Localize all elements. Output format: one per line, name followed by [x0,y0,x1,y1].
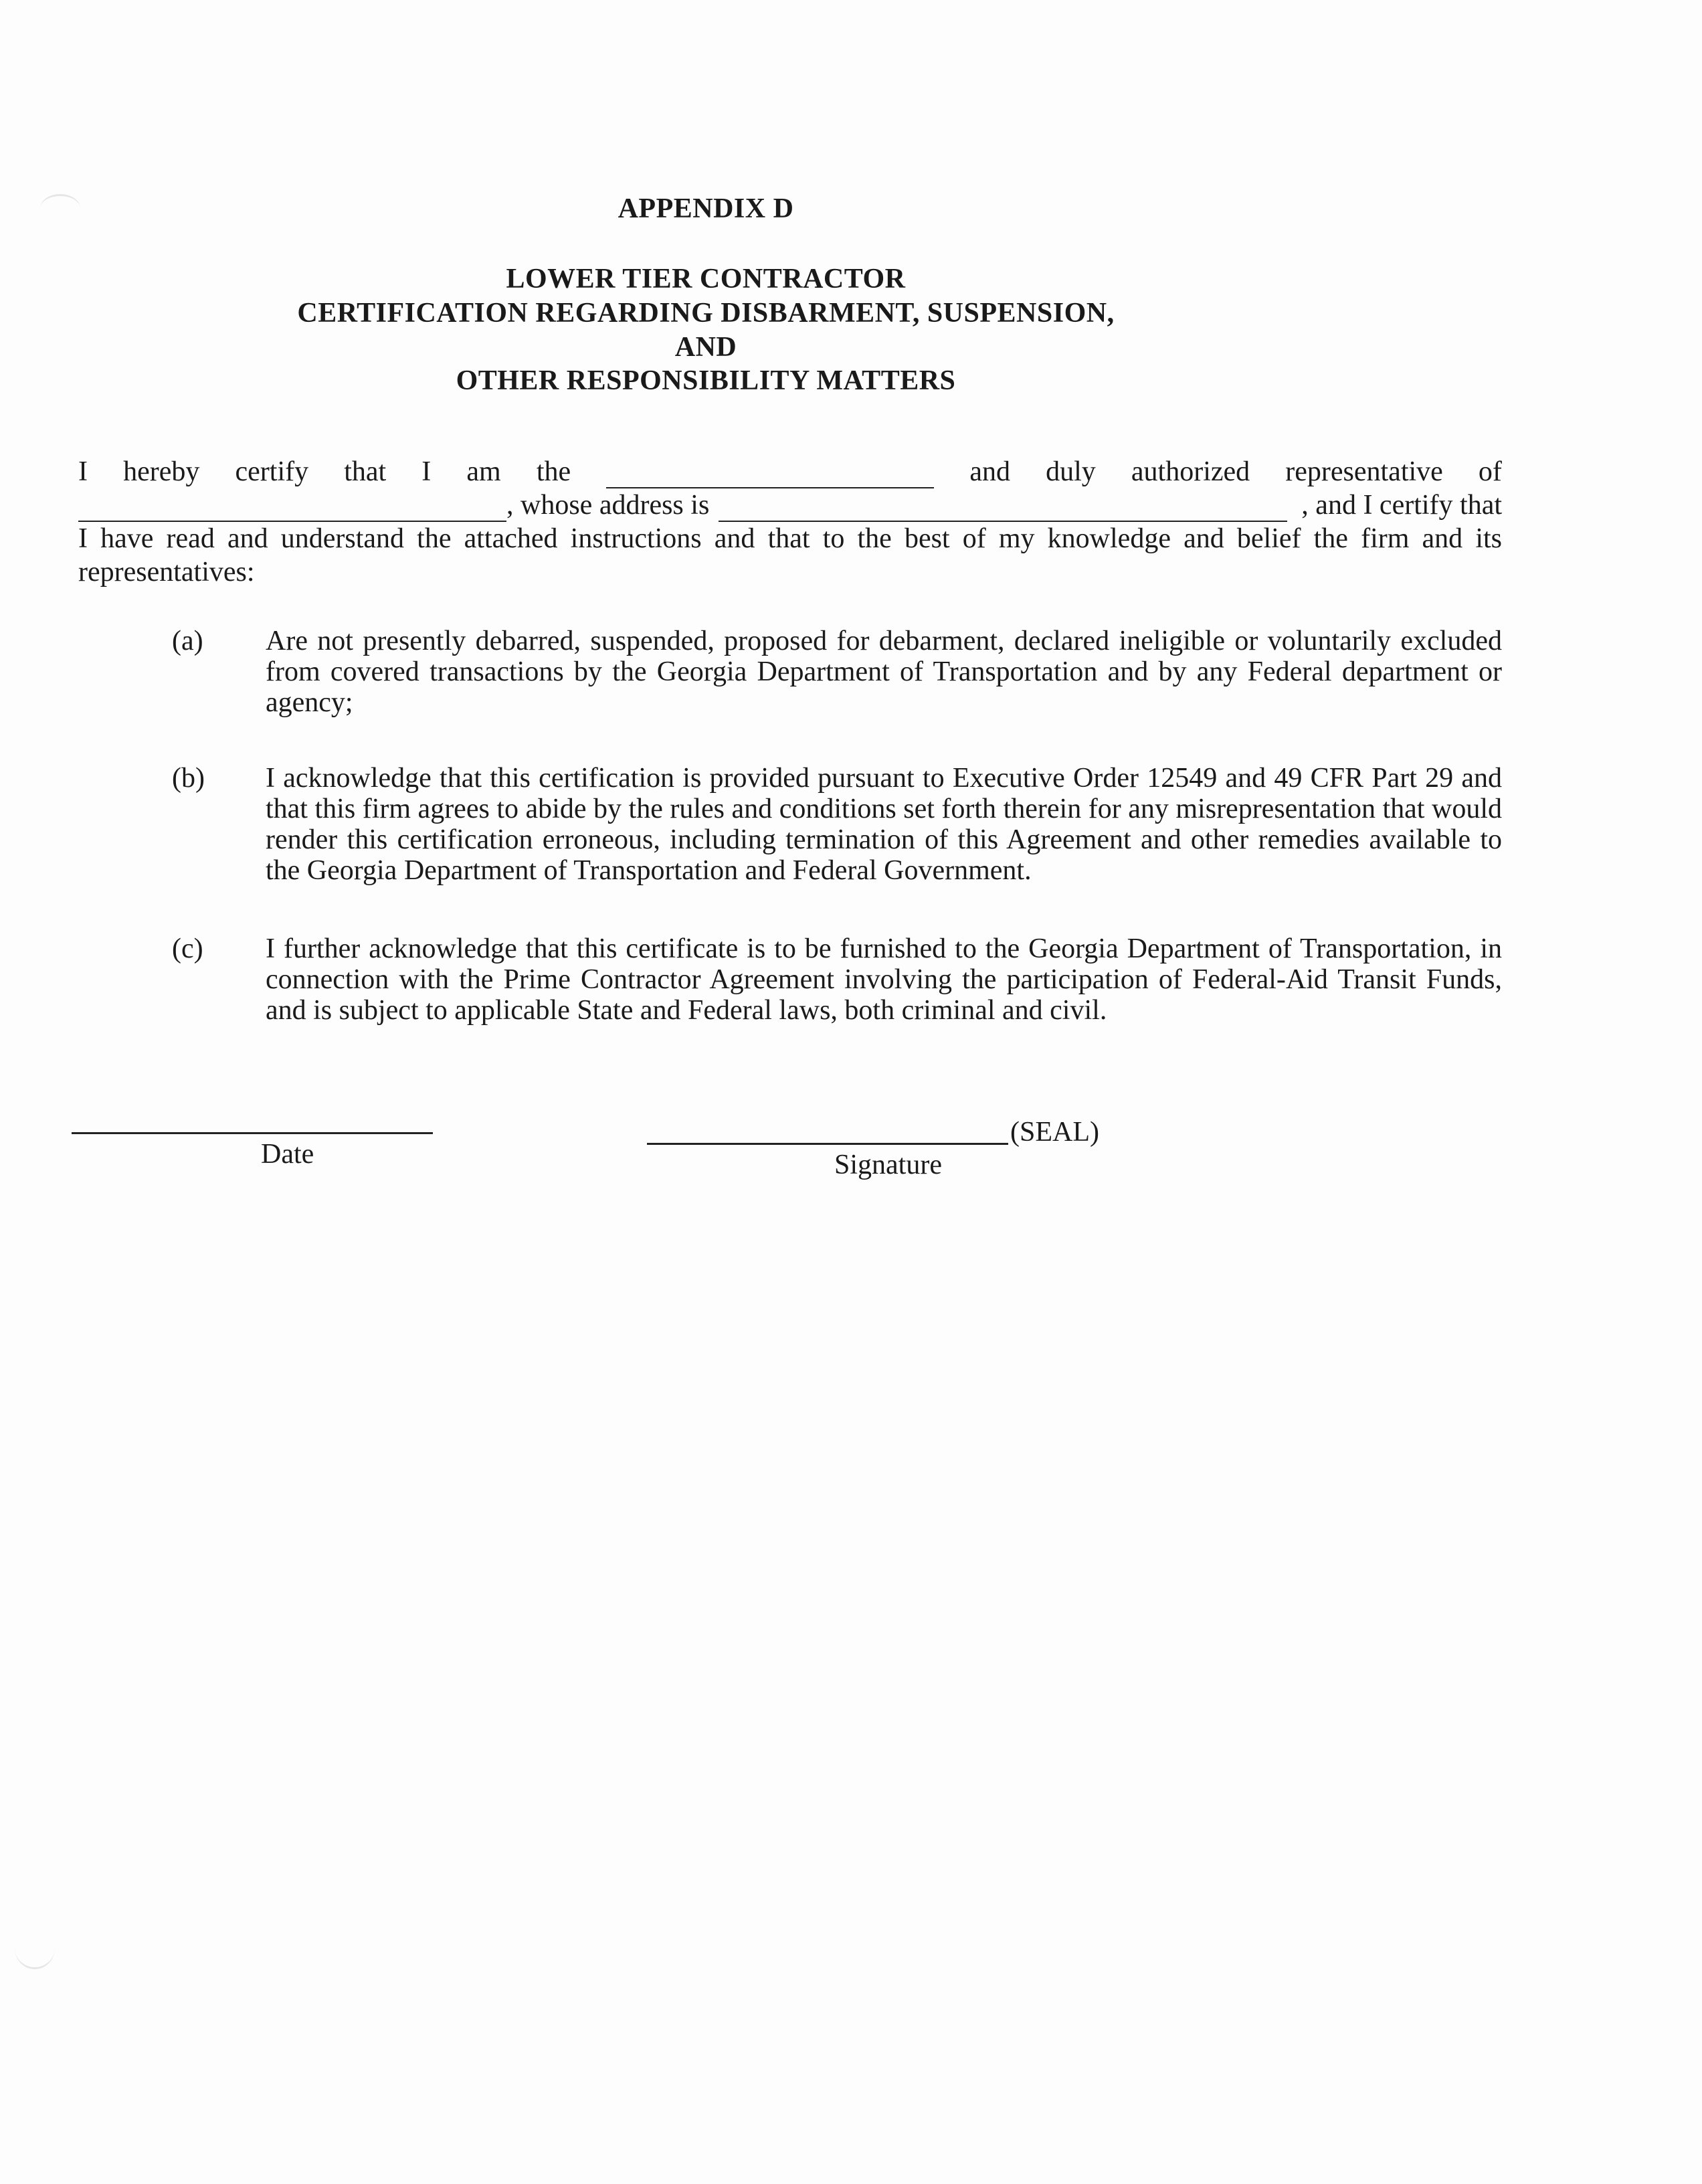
date-label: Date [261,1139,314,1170]
intro-word: am [466,456,501,487]
intro-word: I [421,456,432,487]
intro-word: of [1478,456,1502,487]
intro-word: representative [1285,456,1443,487]
intro-text: , and I certify that [1301,490,1502,521]
intro-word: the [536,456,571,487]
intro-word: certify [235,456,309,487]
intro-word: authorized [1131,456,1250,487]
seal-label: (SEAL) [1010,1117,1099,1148]
intro-line-1 [78,455,1502,488]
intro-word: and [969,456,1011,487]
list-item-label: (b) [172,763,205,794]
intro-word: hereby [123,456,200,487]
certification-title-line: LOWER TIER CONTRACTOR [506,264,906,294]
date-line[interactable] [72,1132,433,1134]
intro-line-4 [78,555,1502,589]
certification-title-line: CERTIFICATION REGARDING DISBARMENT, SUSPENSION, [297,298,1115,329]
firm-name-blank-field[interactable] [78,496,506,522]
list-item-label: (a) [172,626,203,656]
certification-title-line: OTHER RESPONSIBILITY MATTERS [456,365,956,396]
intro-text: , whose address is [506,490,710,521]
list-item-text: Are not presently debarred, suspended, proposed for debarment, declared ineligible or voluntarily excluded from covered transactions by the Georgia Department of Transportation and by any Federal department or agency; [266,626,1502,718]
appendix-title: APPENDIX D [618,193,794,224]
signature-line[interactable] [647,1143,1008,1145]
intro-text: representatives: [78,557,255,587]
certification-title-line: AND [674,332,737,363]
intro-word: I [78,456,88,487]
intro-word: duly [1046,456,1096,487]
list-item-label: (c) [172,933,203,964]
signature-label: Signature [834,1150,942,1180]
address-blank-field[interactable] [719,496,1287,522]
intro-text: I have read and understand the attached instructions and that to the best of my knowledge and belief the firm and its [78,523,1502,554]
intro-line-2 [78,488,1502,522]
list-item-text: I acknowledge that this certification is provided pursuant to Executive Order 12549 and 49 CFR Part 29 and that this firm agrees to abide by the rules and conditions set forth therein for any misrepresentation that would render this certification erroneous, including termination of this Agreement and other remedies available to the Georgia Department of Transportation and Federal Government. [266,763,1502,886]
intro-word: that [344,456,387,487]
scan-artifact [15,1927,55,1969]
list-item-text: I further acknowledge that this certificate is to be furnished to the Georgia Department of Transportation, in connection with the Prime Contractor Agreement involving the participation of Federal-Aid Transit Funds, and is subject to applicable State and Federal laws, both criminal and civil. [266,933,1502,1026]
title-blank-field[interactable] [606,463,934,488]
intro-line-3 [78,522,1502,555]
